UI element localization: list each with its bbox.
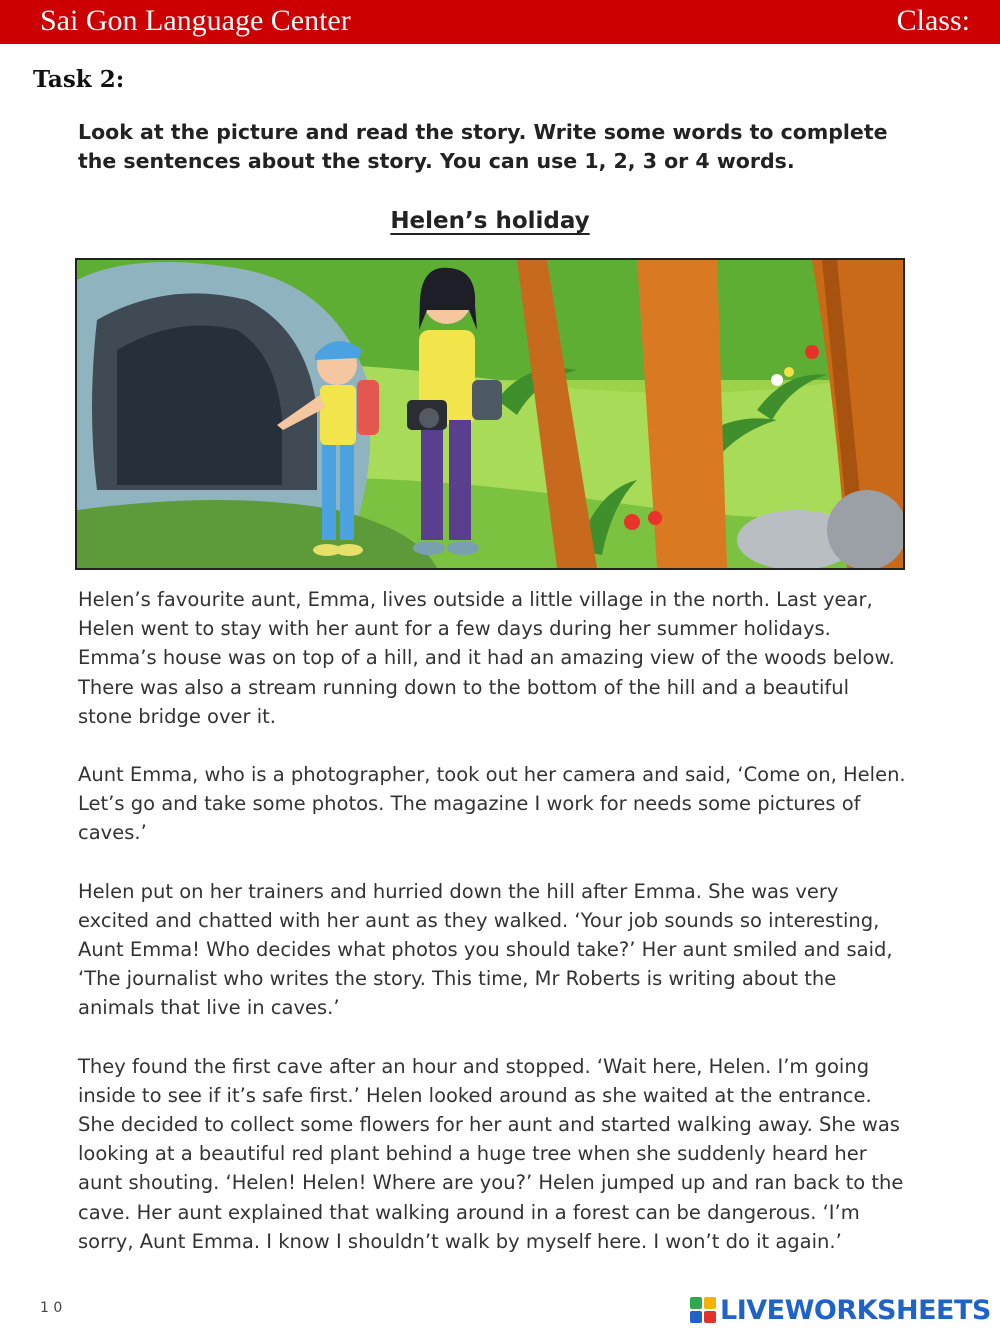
story-paragraph: They found the first cave after an hour and stopped. ‘Wait here, Helen. I’m going inside to see if it’s safe first.’ Helen looked around as she waited at the entrance. She decided to collect some flowers for her aunt and started walking away. She was looking at a beautiful red plant behind a huge tree when she suddenly heard her aunt shouting. ‘Helen! Helen! Where are you?’ Helen jumped up and ran back to the cave. Her aunt explained that walking around in a forest can be dangerous. ‘I’m sorry, Aunt Emma. I know I shouldn’t walk by myself here. I won’t do it again.’ — [78, 1054, 904, 1253]
class-label: Class: — [896, 4, 970, 37]
brand-name: LIVEWORKSHEETS — [720, 1294, 991, 1326]
liveworksheets-icon — [690, 1297, 716, 1323]
center-name: Sai Gon Language Center — [40, 4, 351, 37]
task-instructions: Look at the picture and read the story. Write some words to complete the sentences about the story. You can use 1, 2, 3 or 4 words. — [78, 120, 888, 173]
story-text — [78, 585, 908, 1285]
header-bar — [0, 0, 1000, 44]
task-heading: Task 2: — [33, 66, 125, 93]
story-title: Helen’s holiday — [390, 208, 590, 234]
page-number: 1 0 — [40, 1300, 63, 1316]
story-illustration — [75, 258, 905, 570]
story-title-wrap — [0, 208, 980, 234]
liveworksheets-logo[interactable] — [690, 1293, 991, 1327]
story-paragraph: Aunt Emma, who is a photographer, took out her camera and said, ‘Come on, Helen. Let’s go and take some photos. The magazine I work for needs some pictures of caves.’ — [78, 763, 906, 845]
story-paragraph: Helen put on her trainers and hurried down the hill after Emma. She was very excited and chatted with her aunt as they walked. ‘Your job sounds so interesting, Aunt Emma! Who decides what photos you should take?’ Her aunt smiled and said, ‘The journalist who writes the story. This time, Mr Roberts is writing about the animals that live in caves.’ — [78, 879, 893, 1020]
story-paragraph: Helen’s favourite aunt, Emma, lives outside a little village in the north. Last year, Helen went to stay with her aunt for a few days during her summer holidays. Emma’s house was on top of a hill, and it had an amazing view of the woods below. There was also a stream running down to the bottom of the hill and a beautiful stone bridge over it. — [78, 588, 895, 728]
